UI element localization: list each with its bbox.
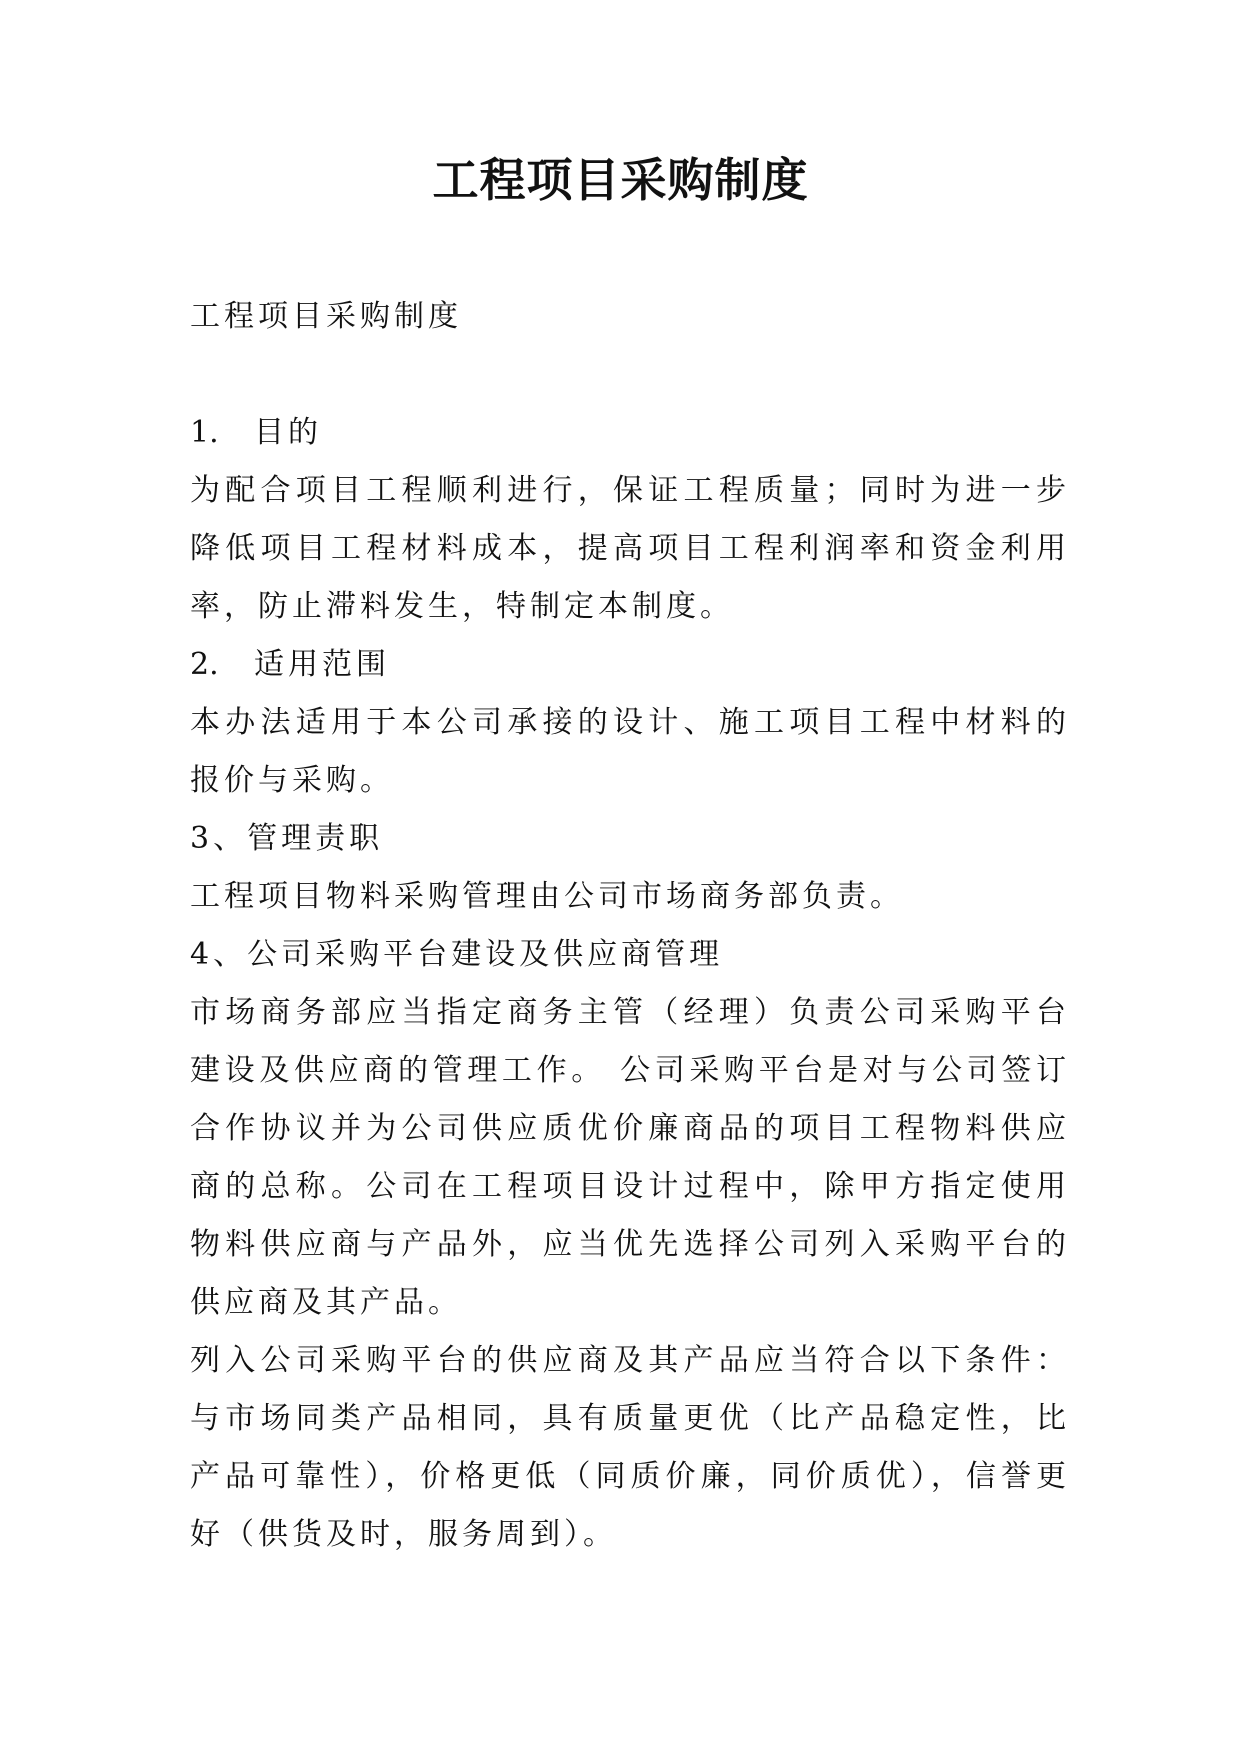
section-heading-platform: 4、公司采购平台建设及供应商管理 [190, 937, 724, 972]
section-heading-purpose [190, 404, 1070, 462]
document-subtitle: 工程项目采购制度 [190, 299, 462, 334]
section-paragraph: 列入公司采购平台的供应商及其产品应当符合以下条件：与市场同类产品相同，具有质量更优（比产品稳定性，比产品可靠性），价格更低（同质价廉，同价质优），信誉更好（供货及时，服务周到）。 [190, 1343, 1070, 1552]
section-paragraph: 本办法适用于本公司承接的设计、施工项目工程中材料的报价与采购。 [190, 705, 1070, 798]
document-title: 工程项目采购制度 [432, 153, 809, 207]
section-paragraph: 为配合项目工程顺利进行，保证工程质量；同时为进一步降低项目工程材料成本，提高项目工程利润率和资金利用率，防止滞料发生，特制定本制度。 [190, 473, 1070, 624]
section-number: 1. [190, 415, 219, 450]
section-heading-text: 适用范围 [254, 647, 390, 682]
section-paragraph: 工程项目物料采购管理由公司市场商务部负责。 [190, 879, 904, 914]
section-number: 2. [190, 647, 219, 682]
document-body [190, 288, 1070, 1564]
section-heading-scope [190, 636, 1070, 694]
section-heading-responsibility: 3、管理责职 [190, 821, 384, 856]
section-heading-text: 目的 [254, 415, 322, 450]
section-paragraph: 市场商务部应当指定商务主管（经理）负责公司采购平台建设及供应商的管理工作。 公司采购平台是对与公司签订合作协议并为公司供应质优价廉商品的项目工程物料供应商的总称。公司在工程项目设计过程中，除甲方指定使用物料供应商与产品外，应当优先选择公司列入采购平台的供应商及其产品。 [190, 995, 1070, 1320]
